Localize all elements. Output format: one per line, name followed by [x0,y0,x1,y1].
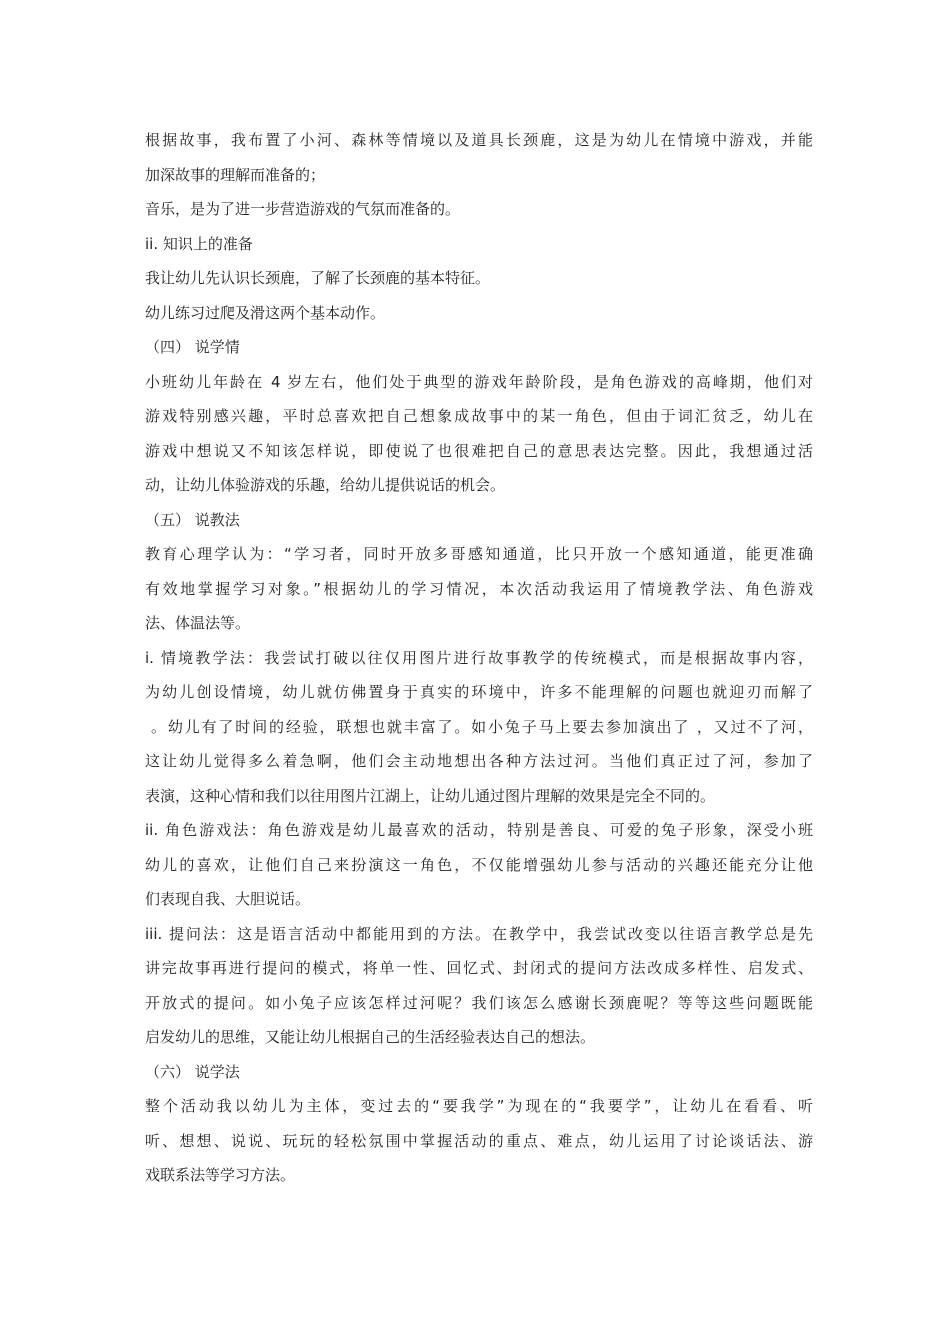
text-line: iii. 提问法：这是语言活动中都能用到的方法。在教学中，我尝试改变以往语言教学总是先 [145,924,813,943]
text-line: 我让幼儿先认识长颈鹿，了解了长颈鹿的基本特征。 [145,269,491,287]
text-line: 听、想想、说说、玩玩的轻松氛围中掌握活动的重点、难点，幼儿运用了讨论谈话法、游 [145,1131,813,1150]
text-line: 开放式的提问。如小兔子应该怎样过河呢？我们该怎么感谢长颈鹿呢？等等这些问题既能 [145,993,813,1012]
text-line: 法、体温法等。 [145,614,251,632]
text-line: （四） 说学情 [145,338,240,356]
text-line: i. 情境教学法：我尝试打破以往仅用图片进行故事教学的传统模式，而是根据故事内容， [145,648,813,667]
text-line: 这让幼儿觉得多么着急啊，他们会主动地想出各种方法过河。当他们真正过了河，参加了 [145,752,813,770]
text-line: ii. 知识上的准备 [145,234,253,253]
text-line: 。幼儿有了时间的经验，联想也就丰富了。如小兔子马上要去参加演出了 ，又过不了河， [151,717,813,736]
text-line: （六） 说学法 [145,1062,240,1081]
text-line: 游戏中想说又不知该怎样说，即使说了也很难把自己的意思表达完整。因此，我想通过活 [145,441,813,460]
text-line: 戏联系法等学习方法。 [145,1166,296,1184]
text-line: 讲完故事再进行提问的模式，将单一性、回忆式、封闭式的提问方法改成多样性、启发式、 [145,959,813,977]
text-line: 教育心理学认为：“学习者，同时开放多哥感知通道，比只开放一个感知通道，能更准确 [145,545,813,563]
text-line: 表演，这种心情和我们以往用图片江湖上，让幼儿通过图片理解的效果是完全不同的。 [145,786,716,805]
text-line: 幼儿的喜欢，让他们自己来扮演这一角色，不仅能增强幼儿参与活动的兴趣还能充分让他 [145,855,813,874]
text-line: 启发幼儿的思维，又能让幼儿根据自己的生活经验表达自己的想法。 [145,1028,596,1046]
text-line: 动，让幼儿体验游戏的乐趣，给幼儿提供说话的机会。 [145,476,506,494]
text-line: 加深故事的理解而准备的； [145,165,326,184]
document-body [145,123,813,1193]
text-line: 为幼儿创设情境，幼儿就仿佛置身于真实的环境中，许多不能理解的问题也就迎刃而解了 [145,683,813,701]
text-line: （五） 说教法 [145,510,240,529]
text-line: 游戏特别感兴趣，平时总喜欢把自己想象成故事中的某一角色，但由于词汇贫乏，幼儿在 [145,407,813,425]
text-line: 整个活动我以幼儿为主体，变过去的“要我学”为现在的“我要学”，让幼儿在看看、听 [145,1097,813,1115]
text-line: 根据故事，我布置了小河、森林等情境以及道具长颈鹿，这是为幼儿在情境中游戏，并能 [145,131,813,149]
text-line: 们表现自我、大胆说话。 [145,890,311,908]
text-line: 有效地掌握学习对象。”根据幼儿的学习情况，本次活动我运用了情境教学法、角色游戏 [145,579,813,598]
text-line: 音乐，是为了进一步营造游戏的气氛而准备的。 [145,200,461,218]
text-line: 幼儿练习过爬及滑这两个基本动作。 [145,303,386,322]
text-line: 小班幼儿年龄在 4 岁左右，他们处于典型的游戏年龄阶段，是角色游戏的高峰期，他们对 [145,372,813,391]
text-line: ii. 角色游戏法：角色游戏是幼儿最喜欢的活动，特别是善良、可爱的兔子形象，深受小班 [145,821,813,839]
